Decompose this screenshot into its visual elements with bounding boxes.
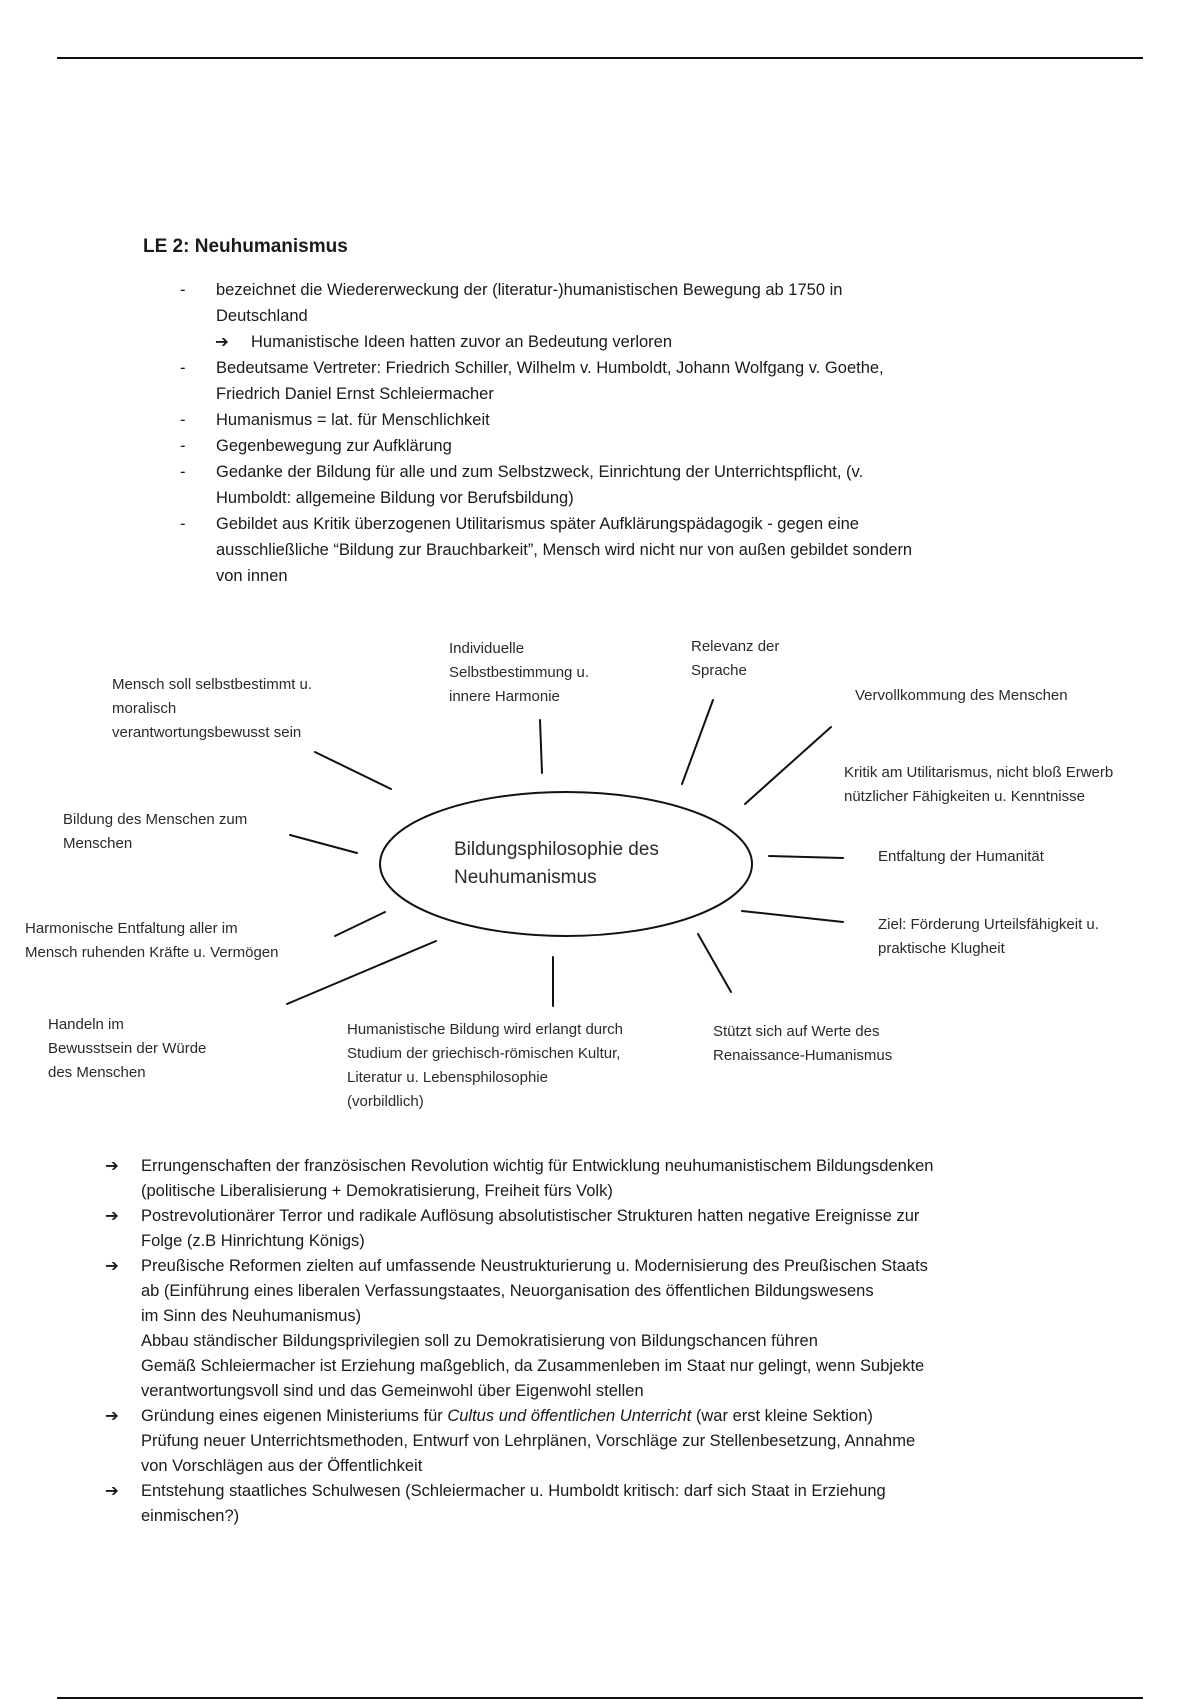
mindmap-node: Humanistische Bildung wird erlangt durch Studium der griechisch-römischen Kultur, Literatur u. Lebensphilosophie (vorbildlich) — [347, 1021, 623, 1110]
mindmap-center-label: Bildungsphilosophie des Neuhumanismus — [454, 839, 659, 888]
bullet-item: - Humanismus = lat. für Menschlichkeit — [143, 407, 1103, 433]
mindmap-node: Harmonische Entfaltung aller im Mensch ruhenden Kräfte u. Vermögen — [25, 920, 279, 961]
dash-icon: - — [180, 437, 186, 455]
mindmap-node: Kritik am Utilitarismus, nicht bloß Erwerb nützlicher Fähigkeiten u. Kenntnisse — [844, 764, 1114, 805]
mindmap-node: Relevanz der Sprache — [691, 638, 780, 679]
mindmap-node: Entfaltung der Humanität — [878, 848, 1044, 865]
bullet-item: - Gegenbewegung zur Aufklärung — [143, 433, 1103, 459]
bullet-item: - Gebildet aus Kritik überzogenen Utilitarismus später Aufklärungspädagogik - gegen eine ausschließliche “Bildung zur Brauchbarkeit”, Mensch wird nicht nur von außen gebildet sondern von innen — [143, 511, 1103, 589]
connector-line — [290, 835, 357, 853]
mindmap-node: Handeln im Bewusstsein der Würde des Menschen — [48, 1016, 207, 1081]
sub-bullet-item: ➔ Humanistische Ideen hatten zuvor an Bedeutung verloren — [143, 329, 1103, 355]
mindmap-node: Ziel: Förderung Urteilsfähigkeit u. praktische Klugheit — [878, 916, 1099, 957]
arrow-icon: ➔ — [105, 1207, 119, 1225]
bullet-item: - Bedeutsame Vertreter: Friedrich Schiller, Wilhelm v. Humboldt, Johann Wolfgang v. Goethe, Friedrich Daniel Ernst Schleiermacher — [143, 355, 1103, 407]
connector-line — [540, 720, 542, 773]
arrow-point: ➔ Preußische Reformen zielten auf umfassende Neustrukturierung u. Modernisierung des Preußischen Staats ab (Einführung eines liberalen Verfassungstaates, Neuorganisation des öffentlichen Bildungswesens im Sinn des Neuhumanismus) Abbau ständischer Bildungsprivilegien soll zu Demokratisierung von Bildungschancen führen Gemäß Schleiermacher ist Erziehung maßgeblich, da Zusammenleben im Staat nur gelingt, wenn Subjekte verantwortungsvoll sind und das Gemeinwohl über Eigenwohl stellen — [105, 1254, 1125, 1404]
connector-line — [315, 752, 391, 789]
mindmap-node: Bildung des Menschen zum Menschen — [63, 811, 248, 852]
arrow-point: ➔ Postrevolutionärer Terror und radikale Auflösung absolutistischer Strukturen hatten negative Ereignisse zur Folge (z.B Hinrichtung Königs) — [105, 1204, 1125, 1254]
connector-line — [742, 911, 843, 922]
arrow-icon: ➔ — [105, 1407, 119, 1425]
mindmap-node: Vervollkommung des Menschen — [855, 687, 1068, 704]
dash-icon: - — [180, 281, 186, 299]
dash-icon: - — [180, 359, 186, 377]
connector-line — [769, 856, 843, 858]
connector-line — [335, 912, 385, 936]
dash-icon: - — [180, 411, 186, 429]
bullet-item: - bezeichnet die Wiedererweckung der (literatur-)humanistischen Bewegung ab 1750 in Deutschland — [143, 277, 1103, 329]
arrow-point-list — [105, 1154, 1125, 1529]
arrow-point: ➔ Entstehung staatliches Schulwesen (Schleiermacher u. Humboldt kritisch: darf sich Staat in Erziehung einmischen?) — [105, 1479, 1125, 1529]
mindmap-node: Stützt sich auf Werte des Renaissance-Humanismus — [713, 1023, 893, 1064]
bottom-rule — [57, 1697, 1143, 1699]
arrow-icon: ➔ — [105, 1482, 119, 1500]
mindmap-node: Mensch soll selbstbestimmt u. moralisch verantwortungsbewusst sein — [112, 676, 313, 741]
connector-line — [287, 941, 436, 1004]
connector-line — [682, 700, 713, 784]
connector-line — [698, 934, 731, 992]
arrow-icon: ➔ — [105, 1257, 119, 1275]
arrow-icon: ➔ — [215, 333, 229, 351]
connector-line — [745, 727, 831, 804]
mindmap-node: Individuelle Selbstbestimmung u. innere Harmonie — [449, 640, 590, 705]
bullet-item: - Gedanke der Bildung für alle und zum Selbstzweck, Einrichtung der Unterrichtspflicht, (v. Humboldt: allgemeine Bildung vor Berufsbildung) — [143, 459, 1103, 511]
arrow-icon: ➔ — [105, 1157, 119, 1175]
dash-icon: - — [180, 515, 186, 533]
arrow-point: ➔ Gründung eines eigenen Ministeriums für Cultus und öffentlichen Unterricht (war erst kleine Sektion) Prüfung neuer Unterrichtsmethoden, Entwurf von Lehrplänen, Vorschläge zur Stellenbesetzung, Annahme von Vorschlägen aus der Öffentlichkeit — [105, 1404, 1125, 1479]
page-heading: LE 2: Neuhumanismus — [143, 236, 348, 257]
arrow-point: ➔ Errungenschaften der französischen Revolution wichtig für Entwicklung neuhumanistischem Bildungsdenken (politische Liberalisierung + Demokratisierung, Freiheit fürs Volk) — [105, 1154, 1125, 1204]
dash-icon: - — [180, 463, 186, 481]
